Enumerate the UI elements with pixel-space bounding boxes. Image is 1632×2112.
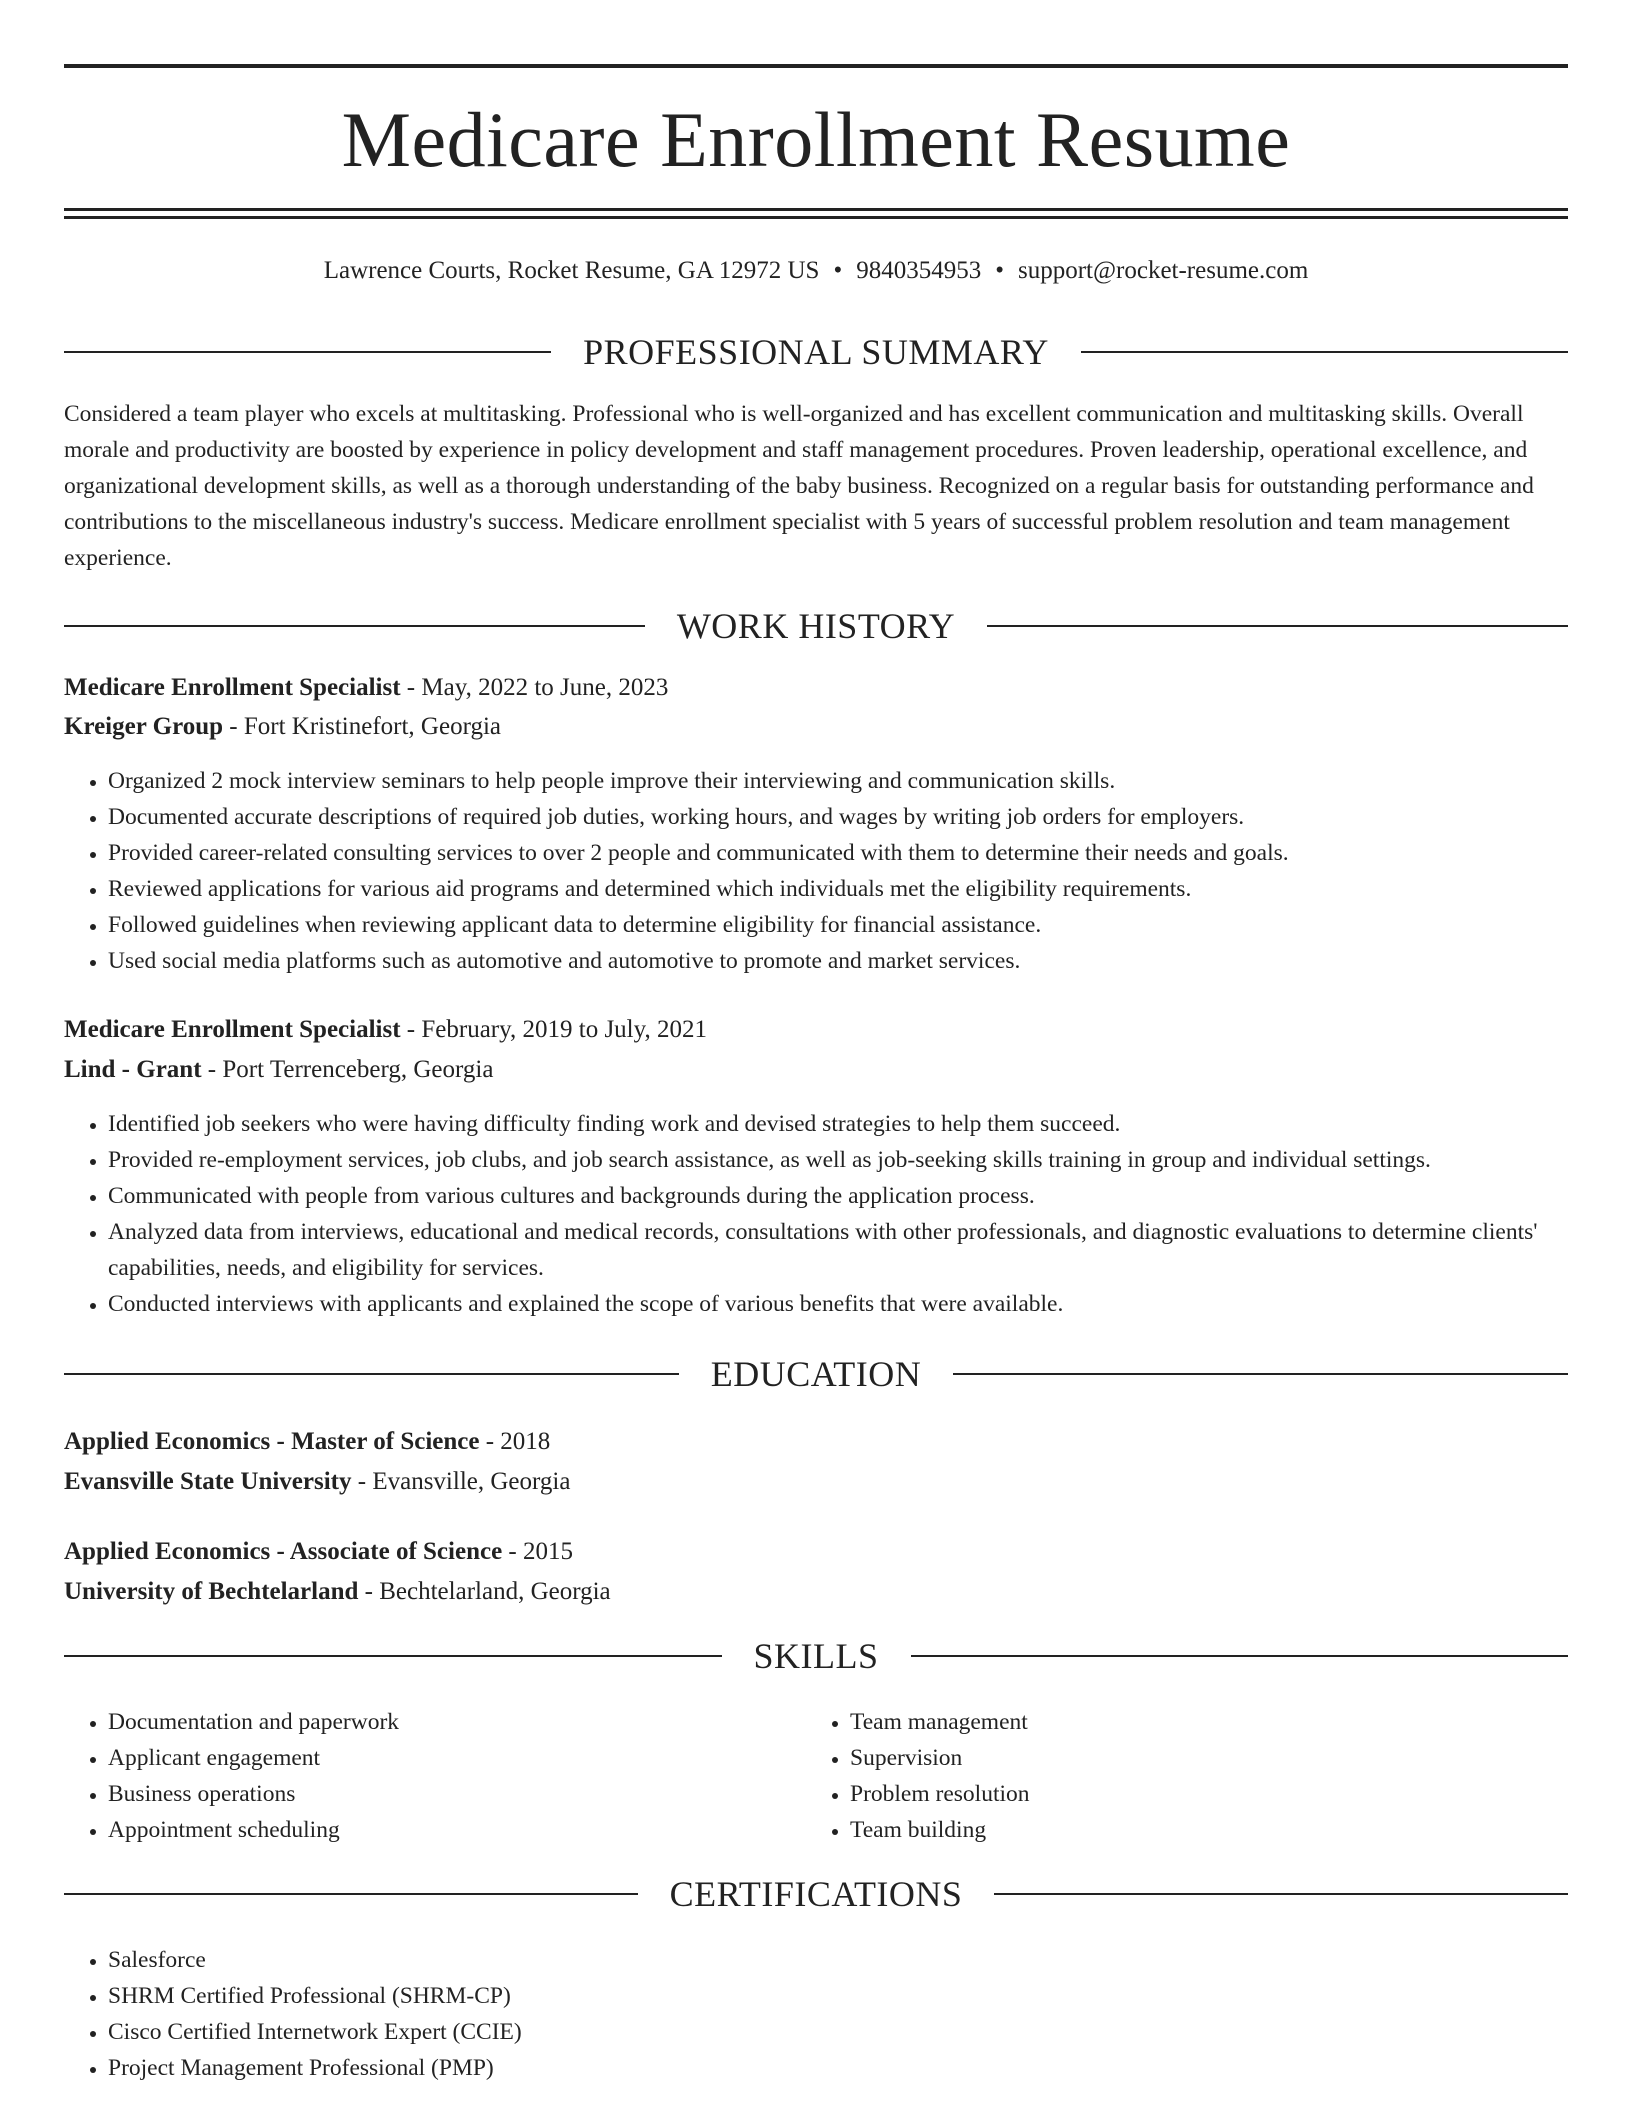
education-location: - Evansville, Georgia — [351, 1468, 571, 1495]
skill-item: • Documentation and paperwork — [108, 1704, 808, 1740]
skills-list-left — [64, 1704, 808, 1848]
heading-rule — [64, 1893, 638, 1895]
skill-item: • Applicant engagement — [108, 1740, 808, 1776]
list-item: • Identified job seekers who were having difficulty finding work and devised strategies to help them succeed. — [108, 1106, 1612, 1142]
education-degree: Applied Economics - Master of Science — [64, 1428, 480, 1455]
list-item: • Followed guidelines when reviewing applicant data to determine eligibility for financial assistance. — [108, 907, 1612, 943]
summary-text: Considered a team player who excels at multitasking. Professional who is well-organized and has excellent communication and multitasking skills. Overall morale and productivity are boosted by experience in policy development and staff management procedures. Proven leadership, operational excellence, and organizational development skills, as well as a thorough understanding of the baby business. Recognized on a regular basis for outstanding performance and contributions to the miscellaneous industry's success. Medicare enrollment specialist with 5 years of successful problem resolution and team management experience. — [64, 401, 1534, 571]
heading-rule — [64, 625, 645, 627]
job-title: Medicare Enrollment Specialist — [64, 674, 401, 701]
certification-item: • SHRM Certified Professional (SHRM-CP) — [108, 1978, 1612, 2014]
education-year: - 2015 — [502, 1538, 573, 1565]
education-degree-line — [64, 1424, 1568, 1460]
heading-rule — [64, 351, 551, 353]
section-title: WORK HISTORY — [676, 606, 956, 646]
contact-line — [64, 254, 1568, 288]
section-title: CERTIFICATIONS — [669, 1874, 963, 1914]
title-rule-upper — [64, 208, 1568, 211]
list-item: • Documented accurate descriptions of required job duties, working hours, and wages by writing job orders for employers. — [108, 799, 1612, 835]
education-year: - 2018 — [479, 1428, 551, 1455]
list-item: • Communicated with people from various cultures and backgrounds during the application process. — [108, 1178, 1612, 1214]
list-item: • Reviewed applications for various aid programs and determined which individuals met the eligibility requirements. — [108, 871, 1612, 907]
job-company: Kreiger Group — [64, 713, 224, 740]
education-degree-line — [64, 1534, 1568, 1570]
education-degree: Applied Economics - Associate of Science — [64, 1538, 503, 1565]
skill-item: • Team building — [850, 1812, 1550, 1848]
section-heading-skills — [64, 1634, 1568, 1678]
job-company-line — [64, 1052, 1568, 1088]
job-company-line — [64, 709, 1568, 745]
job-bullets — [64, 763, 1612, 979]
section-heading-summary — [64, 330, 1568, 374]
title-rule-lower — [64, 216, 1568, 219]
heading-rule — [987, 625, 1568, 627]
skill-item: • Problem resolution — [850, 1776, 1550, 1812]
list-item: • Organized 2 mock interview seminars to help people improve their interviewing and communication skills. — [108, 763, 1612, 799]
contact-phone: 9840354953 — [856, 257, 982, 284]
education-school: University of Bechtelarland — [64, 1578, 359, 1605]
top-rule — [64, 64, 1568, 68]
job-title-line — [64, 670, 1568, 706]
job-title: Medicare Enrollment Specialist — [64, 1016, 401, 1043]
list-item: • Used social media platforms such as automotive and automotive to promote and market services. — [108, 943, 1612, 979]
heading-rule — [953, 1373, 1568, 1375]
list-item: • Analyzed data from interviews, educational and medical records, consultations with other professionals, and diagnostic evaluations to determine clients' capabilities, needs, and eligibility for services. — [108, 1214, 1612, 1286]
job-location: - Fort Kristinefort, Georgia — [223, 713, 501, 740]
contact-separator: • — [995, 257, 1004, 284]
skill-item: • Appointment scheduling — [108, 1812, 808, 1848]
certification-item: • Project Management Professional (PMP) — [108, 2050, 1612, 2086]
resume-title: Medicare Enrollment Resume — [341, 96, 1291, 183]
list-item: • Provided re-employment services, job clubs, and job search assistance, as well as job-seeking skills training in group and individual settings. — [108, 1142, 1612, 1178]
job-location: - Port Terrenceberg, Georgia — [201, 1056, 494, 1083]
section-heading-work — [64, 604, 1568, 648]
certifications-list — [64, 1942, 1612, 2086]
certification-item: • Salesforce — [108, 1942, 1612, 1978]
certification-item: • Cisco Certified Internetwork Expert (CCIE) — [108, 2014, 1612, 2050]
skill-item: • Supervision — [850, 1740, 1550, 1776]
heading-rule — [911, 1655, 1569, 1657]
job-company: Lind - Grant — [64, 1056, 202, 1083]
job-bullets — [64, 1106, 1612, 1322]
skills-list-right — [806, 1704, 1550, 1848]
education-school: Evansville State University — [64, 1468, 352, 1495]
contact-address: Lawrence Courts, Rocket Resume, GA 12972 US — [323, 257, 820, 284]
section-heading-education — [64, 1352, 1568, 1396]
list-item: • Conducted interviews with applicants and explained the scope of various benefits that were available. — [108, 1286, 1612, 1322]
list-item: • Provided career-related consulting services to over 2 people and communicated with them to determine their needs and goals. — [108, 835, 1612, 871]
contact-separator: • — [833, 257, 843, 284]
contact-email: support@rocket-resume.com — [1018, 257, 1309, 284]
education-school-line — [64, 1574, 1568, 1610]
skill-item: • Team management — [850, 1704, 1550, 1740]
job-dates: - May, 2022 to June, 2023 — [400, 674, 669, 701]
heading-rule — [64, 1655, 722, 1657]
education-location: - Bechtelarland, Georgia — [358, 1578, 611, 1605]
job-dates: - February, 2019 to July, 2021 — [400, 1016, 707, 1043]
heading-rule — [64, 1373, 679, 1375]
section-title: SKILLS — [753, 1636, 879, 1676]
skill-item: • Business operations — [108, 1776, 808, 1812]
education-school-line — [64, 1464, 1568, 1500]
heading-rule — [1081, 351, 1568, 353]
section-title: EDUCATION — [710, 1354, 922, 1394]
section-title: PROFESSIONAL SUMMARY — [583, 332, 1049, 372]
job-title-line — [64, 1012, 1568, 1048]
section-heading-certifications — [64, 1872, 1568, 1916]
heading-rule — [994, 1893, 1568, 1895]
